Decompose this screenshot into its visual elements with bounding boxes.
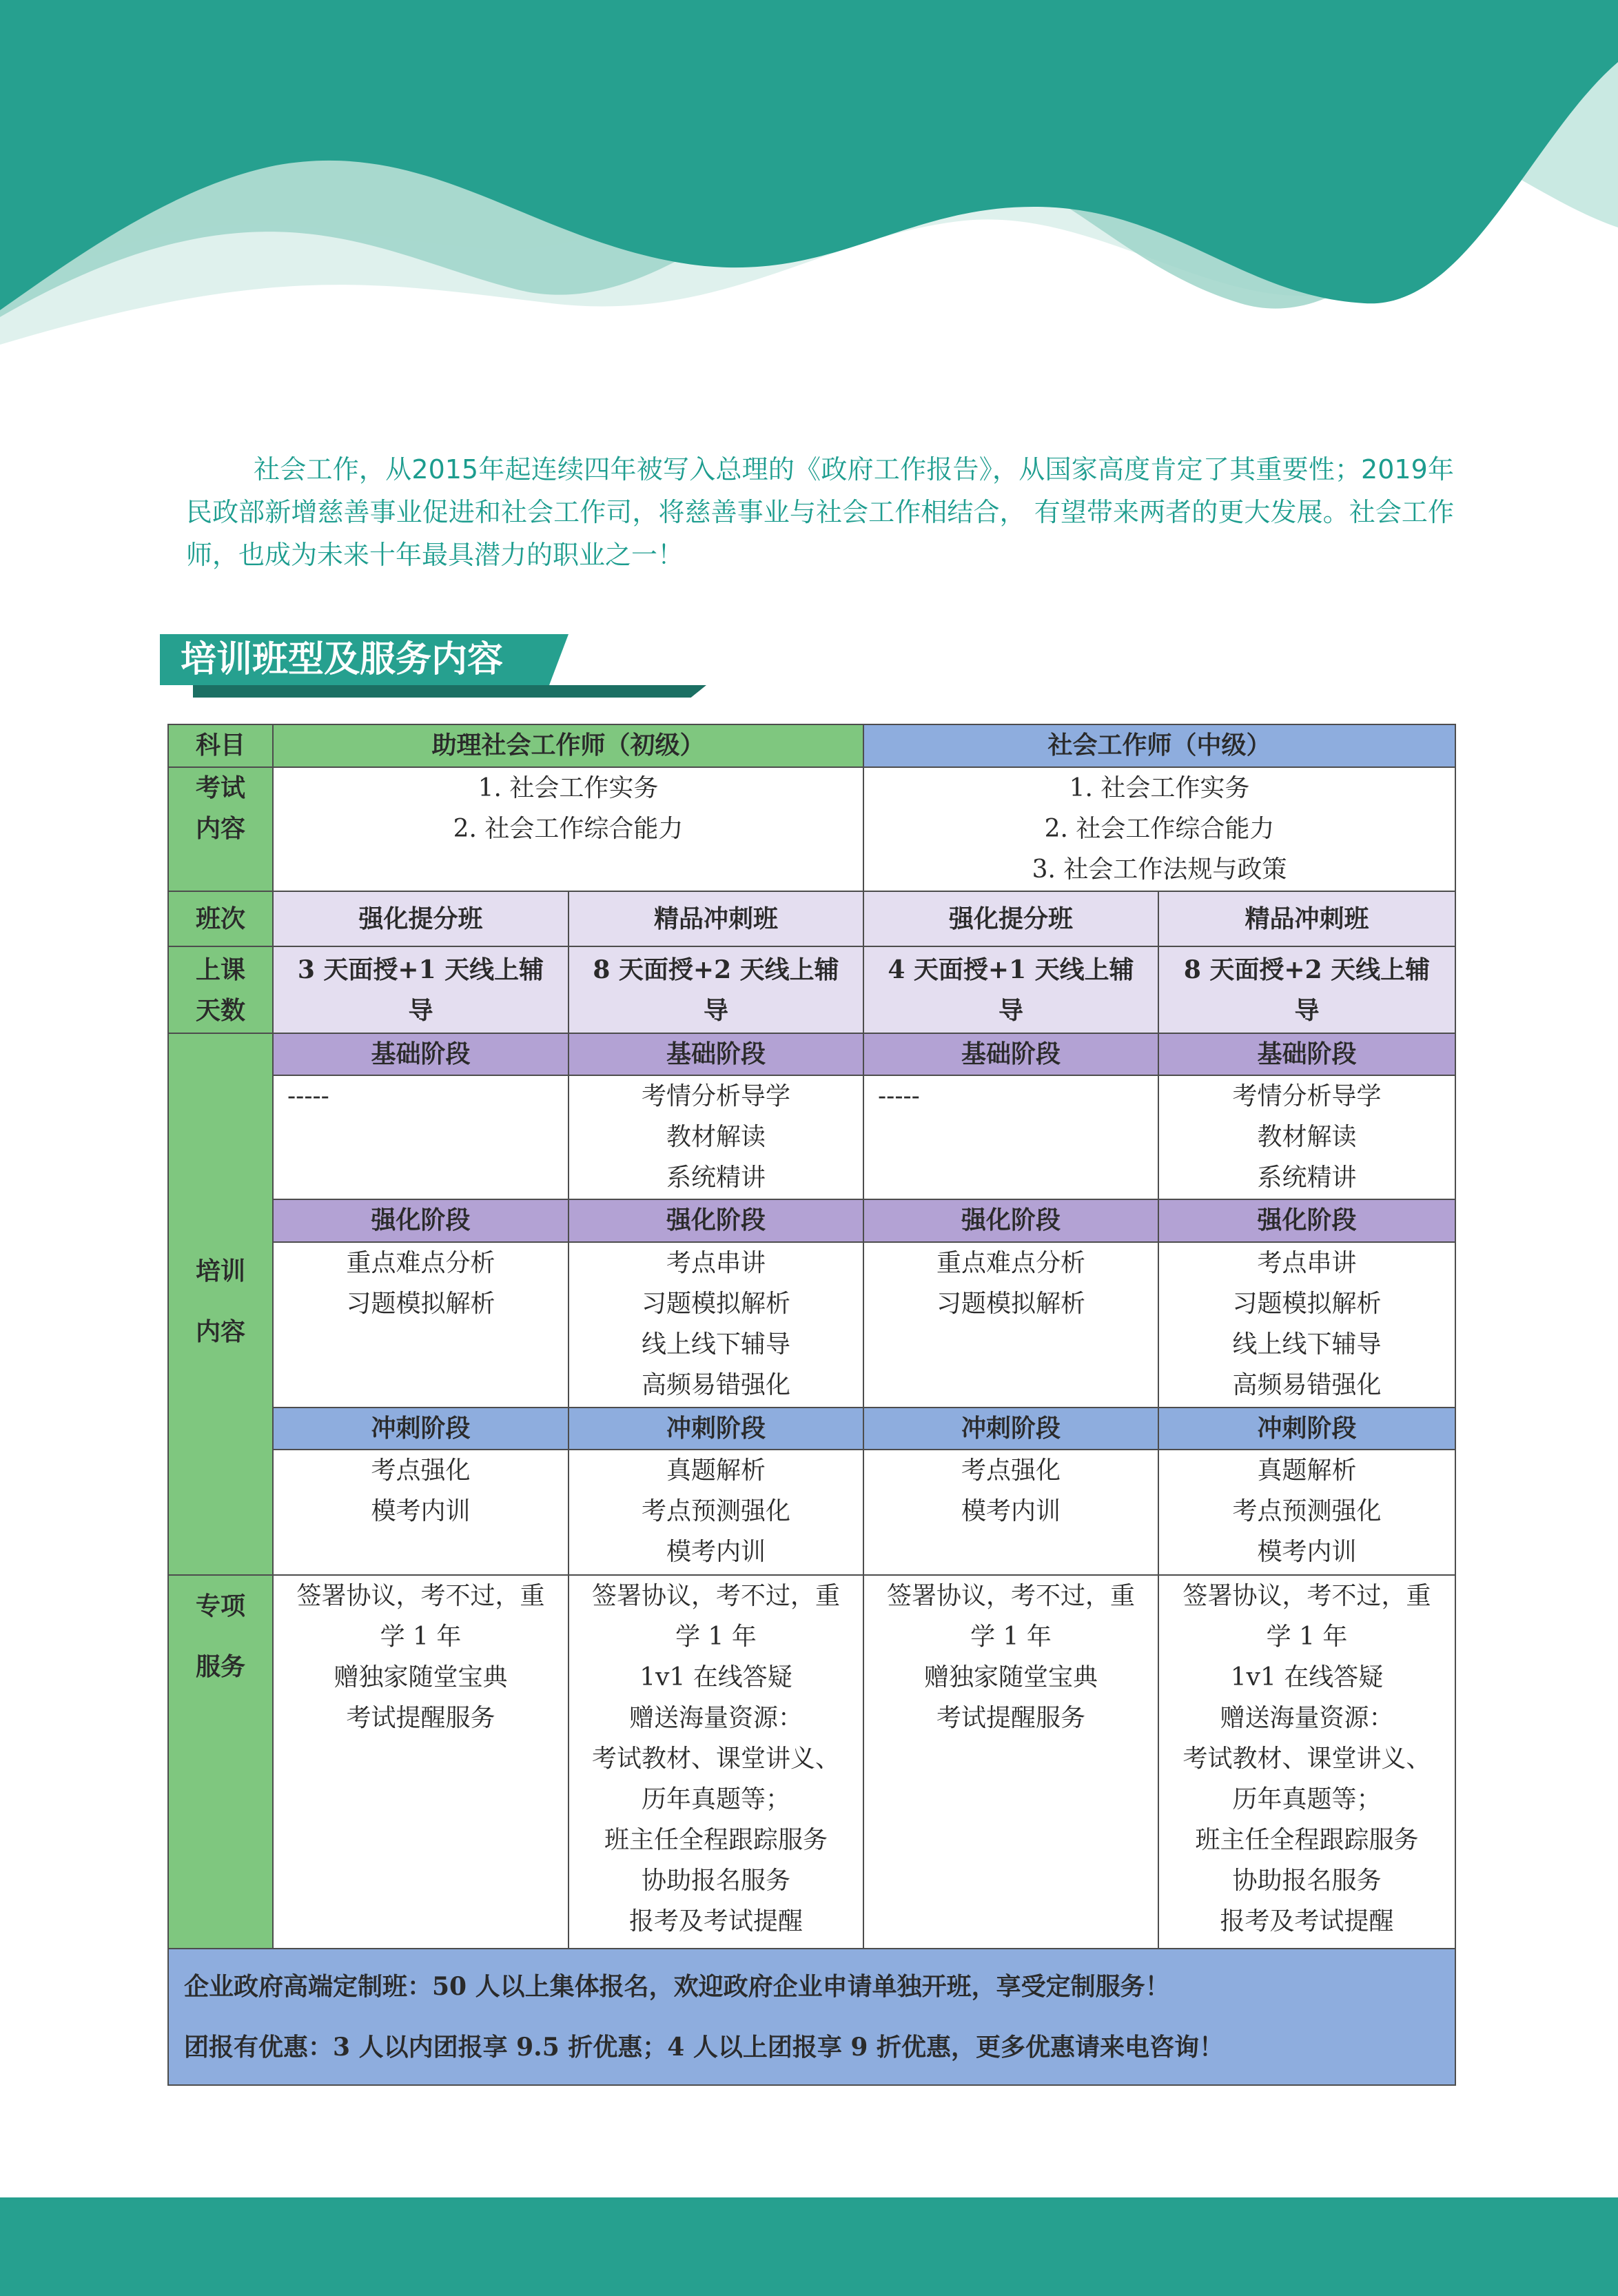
table-row [168,1575,1455,1949]
content-line: 班主任全程跟踪服务 [604,1826,828,1854]
stage-strengthen: 强化阶段 [569,1199,863,1242]
sprint-content [1158,1450,1455,1575]
section-title: 培训班型及服务内容 [181,639,504,680]
days-line: 3 天面授+1 天线上辅 [297,955,544,984]
days-value [1158,946,1455,1033]
service-content [863,1575,1158,1949]
section-heading [160,634,549,698]
content-line: 考点串讲 [1257,1249,1357,1277]
content-line: 教材解读 [666,1123,766,1151]
content-line: 协助报名服务 [642,1867,791,1895]
table-row [168,1075,1455,1199]
footer-band [0,2197,1618,2296]
table-row [168,1033,1455,1075]
exam-item: 2. 社会工作综合能力 [1044,815,1275,843]
service-label-line: 专项 [195,1592,245,1621]
content-line: 考点预测强化 [1232,1497,1382,1525]
content-line: 考点串讲 [666,1249,766,1277]
stage-sprint: 冲刺阶段 [1158,1408,1455,1450]
training-label-line: 培训 [195,1257,245,1286]
table-row [168,767,1455,891]
content-line: 真题解析 [1257,1456,1357,1485]
days-line: 导 [999,996,1024,1025]
class-name: 精品冲刺班 [1158,891,1455,946]
days-value [863,946,1158,1033]
heading-notch [549,634,569,685]
content-line: 重点难点分析 [936,1249,1086,1277]
table-row [168,1408,1455,1450]
stage-basic: 基础阶段 [863,1033,1158,1075]
exam-item: 1. 社会工作实务 [1069,774,1250,802]
content-line: 班主任全程跟踪服务 [1195,1826,1419,1854]
exam-item: 1. 社会工作实务 [478,774,659,802]
content-line: 习题模拟解析 [346,1290,495,1318]
subject-label: 科目 [168,724,273,767]
content-line: 考点预测强化 [642,1497,791,1525]
days-line: 8 天面授+2 天线上辅 [1183,955,1431,984]
content-line: 赠独家随堂宝典 [924,1663,1098,1691]
days-line: 导 [1294,996,1320,1025]
stage-basic: 基础阶段 [1158,1033,1455,1075]
service-label [168,1575,273,1949]
exam-item: 2. 社会工作综合能力 [453,815,684,843]
header-wave-banner [0,0,1618,455]
exam-label-line: 考试 [195,773,245,802]
table-row [168,1450,1455,1575]
stage-basic: 基础阶段 [273,1033,569,1075]
table-row [168,1242,1455,1408]
days-label-line: 上课 [195,955,245,984]
strengthen-content [863,1242,1158,1408]
sprint-content [863,1450,1158,1575]
days-label [168,946,273,1033]
stage-strengthen: 强化阶段 [1158,1199,1455,1242]
training-table [167,724,1456,2086]
stage-basic: 基础阶段 [569,1033,863,1075]
content-line: 学 1 年 [1266,1623,1348,1651]
content-line: 真题解析 [666,1456,766,1485]
content-line: 模考内训 [961,1497,1061,1525]
basic-empty: ----- [273,1075,569,1199]
service-content [273,1575,569,1949]
days-line: 4 天面授+1 天线上辅 [888,955,1134,984]
training-label-line: 内容 [195,1317,245,1346]
strengthen-content [569,1242,863,1408]
exam-junior [273,767,863,891]
content-line: 习题模拟解析 [642,1290,791,1318]
service-content [569,1575,863,1949]
intro-text-block [186,448,1454,576]
table-row [168,946,1455,1033]
days-line: 8 天面授+2 天线上辅 [593,955,839,984]
content-line: 模考内训 [666,1538,766,1566]
content-line: 1v1 在线答疑 [639,1663,792,1691]
basic-content [1158,1075,1455,1199]
content-line: 赠送海量资源： [629,1704,803,1732]
level-junior: 助理社会工作师（初级） [273,724,863,767]
content-line: 考点强化 [961,1456,1061,1485]
content-line: 历年真题等； [642,1785,791,1814]
content-line: 重点难点分析 [346,1249,495,1277]
table-footer-note [168,1949,1455,2085]
sprint-content [569,1450,863,1575]
content-line: 考试提醒服务 [346,1704,495,1732]
training-label [168,1033,273,1575]
exam-item: 3. 社会工作法规与政策 [1032,855,1287,884]
stage-strengthen: 强化阶段 [273,1199,569,1242]
class-name: 精品冲刺班 [569,891,863,946]
content-line: 签署协议，考不过，重 [592,1582,841,1610]
content-line: 签署协议，考不过，重 [1182,1582,1431,1610]
table-row [168,891,1455,946]
basic-empty: ----- [863,1075,1158,1199]
content-line: 签署协议，考不过，重 [296,1582,545,1610]
content-line: 系统精讲 [1257,1164,1357,1192]
heading-shadow [193,685,706,698]
sprint-content [273,1450,569,1575]
days-line: 导 [408,996,433,1025]
content-line: 考试提醒服务 [936,1704,1086,1732]
content-line: 线上线下辅导 [642,1330,791,1359]
exam-label-line: 内容 [195,814,245,843]
content-line: 签署协议，考不过，重 [887,1582,1136,1610]
class-name: 强化提分班 [863,891,1158,946]
content-line: 模考内训 [1257,1538,1357,1566]
table-row [168,1199,1455,1242]
intro-paragraph: 社会工作，从2015年起连续四年被写入总理的《政府工作报告》，从国家高度肯定了其重要性；2019年民政部新增慈善事业促进和社会工作司，将慈善事业与社会工作相结合， 有望带来两者的更大发展。社会工作师，也成为未来十年最具潜力的职业之一！ [186,454,1454,570]
content-line: 历年真题等； [1232,1785,1382,1814]
table-row [168,1949,1455,2085]
content-line: 学 1 年 [380,1623,462,1651]
days-value [569,946,863,1033]
days-label-line: 天数 [195,996,245,1025]
footer-note-group-discount: 团报有优惠：3 人以内团报享 9.5 折优惠；4 人以上团报享 9 折优惠，更多优惠请来电咨询！ [184,2033,1224,2062]
content-line: 习题模拟解析 [1232,1290,1382,1318]
content-line: 高频易错强化 [1232,1371,1382,1399]
content-line: 高频易错强化 [642,1371,791,1399]
days-value [273,946,569,1033]
content-line: 系统精讲 [666,1164,766,1192]
footer-note-custom-class: 企业政府高端定制班：50 人以上集体报名，欢迎政府企业申请单独开班，享受定制服务！ [184,1972,1170,2001]
content-line: 报考及考试提醒 [629,1907,803,1936]
content-line: 报考及考试提醒 [1220,1907,1394,1936]
table-row [168,724,1455,767]
content-line: 考试教材、课堂讲义、 [592,1745,841,1773]
content-line: 赠独家随堂宝典 [334,1663,508,1691]
content-line: 协助报名服务 [1232,1867,1382,1895]
content-line: 线上线下辅导 [1232,1330,1382,1359]
days-line: 导 [704,996,729,1025]
exam-mid [863,767,1455,891]
content-line: 考点强化 [371,1456,471,1485]
content-line: 1v1 在线答疑 [1230,1663,1384,1691]
content-line: 考情分析导学 [1232,1082,1382,1110]
stage-sprint: 冲刺阶段 [569,1408,863,1450]
strengthen-content [1158,1242,1455,1408]
strengthen-content [273,1242,569,1408]
content-line: 教材解读 [1257,1123,1357,1151]
class-name: 强化提分班 [273,891,569,946]
basic-content [569,1075,863,1199]
content-line: 考试教材、课堂讲义、 [1182,1745,1431,1773]
stage-sprint: 冲刺阶段 [863,1408,1158,1450]
stage-sprint: 冲刺阶段 [273,1408,569,1450]
class-label: 班次 [168,891,273,946]
content-line: 考情分析导学 [642,1082,791,1110]
exam-label [168,767,273,891]
content-line: 学 1 年 [675,1623,757,1651]
service-label-line: 服务 [195,1652,245,1681]
stage-strengthen: 强化阶段 [863,1199,1158,1242]
level-mid: 社会工作师（中级） [863,724,1455,767]
service-content [1158,1575,1455,1949]
content-line: 习题模拟解析 [936,1290,1086,1318]
content-line: 模考内训 [371,1497,471,1525]
content-line: 学 1 年 [970,1623,1052,1651]
content-line: 赠送海量资源： [1220,1704,1394,1732]
